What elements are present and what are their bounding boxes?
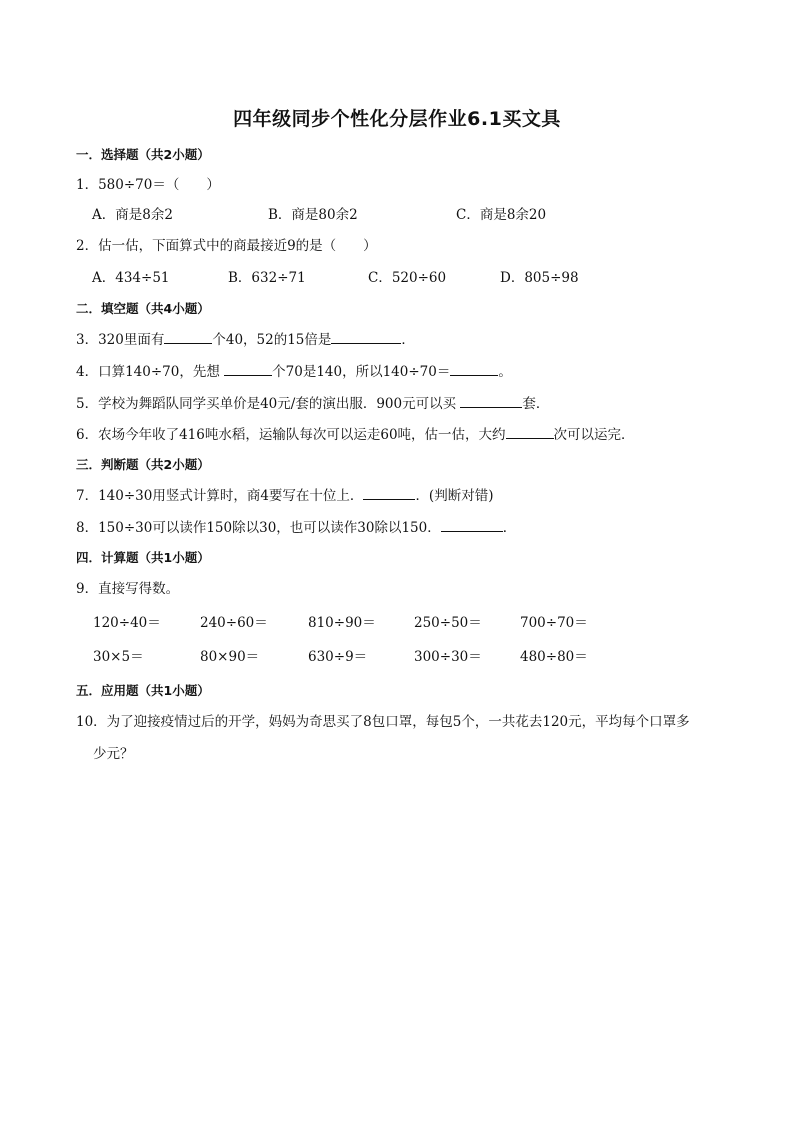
question-3-part-a: 3．320里面有 bbox=[76, 332, 165, 348]
page-title: 四年级同步个性化分层作业6.1买文具 bbox=[233, 108, 561, 130]
question-10-line-1: 10．为了迎接疫情过后的开学，妈妈为奇思买了8包口罩，每包5个，一共花去120元，平均每个口罩多 bbox=[76, 714, 690, 730]
question-1-stem: 1．580÷70＝（ ） bbox=[76, 177, 220, 193]
calc-item: 30×5＝ bbox=[93, 649, 144, 665]
calc-item: 120÷40＝ bbox=[93, 615, 161, 631]
question-2-stem: 2．估一估，下面算式中的商最接近9的是（ ） bbox=[76, 238, 377, 254]
question-4-part-b: 个70是140，所以140÷70＝ bbox=[272, 364, 451, 380]
question-4-part-a: 4．口算140÷70，先想 bbox=[76, 364, 225, 380]
answer-blank[interactable] bbox=[460, 394, 522, 408]
section-heading-application: 五．应用题（共1小题） bbox=[76, 683, 210, 698]
question-9-stem: 9．直接写得数。 bbox=[76, 581, 180, 597]
question-2-option-d: D．805÷98 bbox=[500, 270, 579, 286]
question-4 bbox=[76, 362, 512, 381]
section-heading-calc: 四．计算题（共1小题） bbox=[76, 550, 210, 565]
question-4-part-c: 。 bbox=[498, 364, 512, 380]
question-7-part-a: 7．140÷30用竖式计算时，商4要写在十位上． bbox=[76, 488, 364, 504]
question-6-part-b: 次可以运完． bbox=[553, 427, 635, 443]
question-6-part-a: 6．农场今年收了416吨水稻，运输队每次可以运走60吨，估一估，大约 bbox=[76, 427, 506, 443]
question-3 bbox=[76, 330, 415, 349]
calc-item: 810÷90＝ bbox=[308, 615, 376, 631]
question-8 bbox=[76, 518, 516, 537]
answer-blank[interactable] bbox=[506, 425, 554, 439]
question-8-part-a: 8．150÷30可以读作150除以30，也可以读作30除以150． bbox=[76, 520, 441, 536]
section-heading-choice: 一．选择题（共2小题） bbox=[76, 147, 210, 162]
calc-item: 630÷9＝ bbox=[308, 649, 368, 665]
question-1-option-b: B．商是80余2 bbox=[268, 207, 358, 223]
question-7 bbox=[76, 486, 493, 505]
question-5-part-a: 5．学校为舞蹈队同学买单价是40元/套的演出服．900元可以买 bbox=[76, 396, 461, 412]
calc-item: 700÷70＝ bbox=[520, 615, 588, 631]
question-5 bbox=[76, 394, 549, 413]
section-heading-fill: 二．填空题（共4小题） bbox=[76, 301, 210, 316]
answer-blank[interactable] bbox=[441, 518, 503, 532]
question-7-part-b: ．(判断对错) bbox=[415, 488, 494, 504]
calc-item: 480÷80＝ bbox=[520, 649, 588, 665]
question-3-part-c: ． bbox=[401, 332, 415, 348]
answer-blank[interactable] bbox=[164, 330, 212, 344]
calc-item: 300÷30＝ bbox=[414, 649, 482, 665]
question-3-part-b: 个40，52的15倍是 bbox=[212, 332, 332, 348]
question-8-part-b: ． bbox=[502, 520, 517, 536]
answer-blank[interactable] bbox=[363, 486, 415, 500]
answer-blank[interactable] bbox=[450, 362, 498, 376]
question-2-option-a: A．434÷51 bbox=[92, 270, 170, 286]
calc-item: 80×90＝ bbox=[200, 649, 260, 665]
question-6 bbox=[76, 425, 635, 444]
question-1-option-c: C．商是8余20 bbox=[456, 207, 547, 223]
question-1-option-a: A．商是8余2 bbox=[92, 207, 173, 223]
section-heading-judge: 三．判断题（共2小题） bbox=[76, 457, 210, 472]
question-5-part-b: 套． bbox=[522, 396, 550, 412]
calc-item: 240÷60＝ bbox=[200, 615, 268, 631]
question-10-line-2: 少元？ bbox=[93, 746, 134, 762]
calc-item: 250÷50＝ bbox=[414, 615, 482, 631]
question-2-option-c: C．520÷60 bbox=[368, 270, 447, 286]
answer-blank[interactable] bbox=[331, 330, 401, 344]
answer-blank[interactable] bbox=[224, 362, 272, 376]
question-2-option-b: B．632÷71 bbox=[228, 270, 306, 286]
